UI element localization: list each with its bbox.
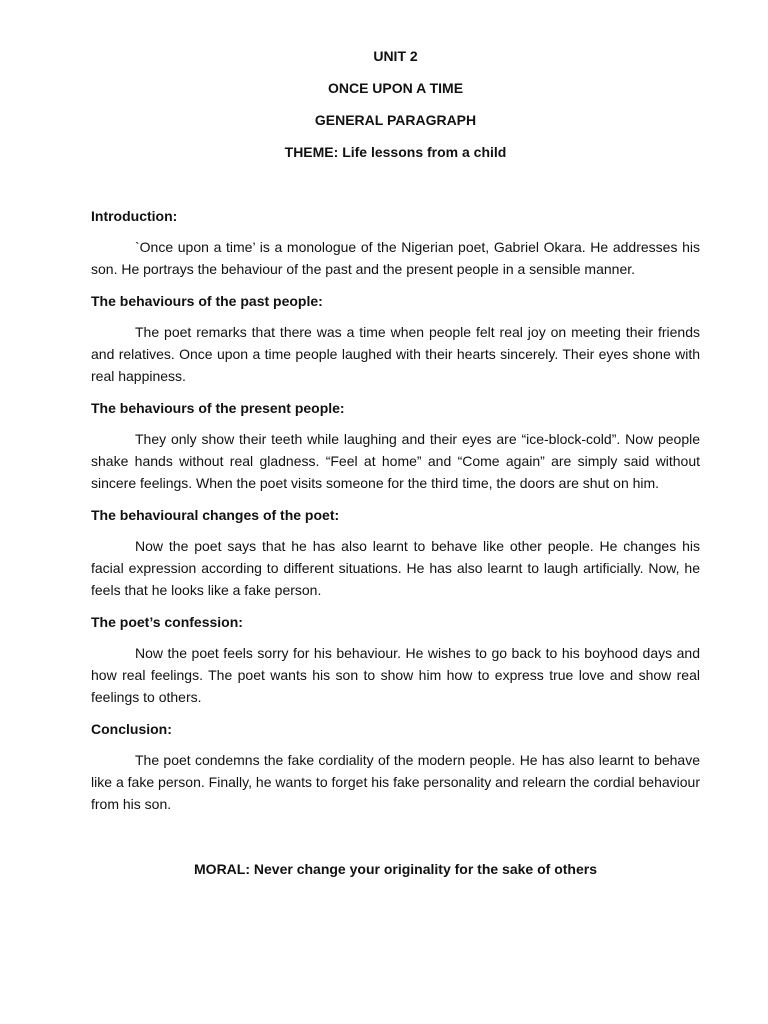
section-heading: Conclusion:	[91, 721, 172, 737]
section-paragraph: `Once upon a time’ is a monologue of the Nigerian poet, Gabriel Okara. He addresses his son. He portrays the behaviour of the past and the present people in a sensible manner.	[91, 239, 700, 277]
document-title: ONCE UPON A TIME	[327, 80, 464, 96]
section-poet-confession	[91, 612, 700, 708]
section-poet-changes	[91, 505, 700, 601]
section-paragraph: Now the poet feels sorry for his behaviour. He wishes to go back to his boyhood days and how real feelings. The poet wants his son to show him how to express true love and show real feelings to others.	[91, 645, 700, 705]
section-paragraph: They only show their teeth while laughing and their eyes are “ice-block-cold”. Now people shake hands without real gladness. “Feel at home” and “Come again” are simply said without sincere feelings. When the poet visits someone for the third time, the doors are shut on him.	[91, 431, 700, 491]
unit-label: UNIT 2	[373, 48, 418, 64]
section-past-people	[91, 291, 700, 387]
theme-line: THEME: Life lessons from a child	[284, 144, 507, 160]
section-heading: Introduction:	[91, 208, 178, 224]
moral-line: MORAL: Never change your originality for the sake of others	[194, 861, 597, 877]
section-paragraph: The poet remarks that there was a time when people felt real joy on meeting their friends and relatives. Once upon a time people laughed with their hearts sincerely. Their eyes shone with real happiness.	[91, 324, 700, 384]
section-heading: The behaviours of the present people:	[91, 400, 345, 416]
document-page	[91, 46, 700, 879]
section-paragraph: Now the poet says that he has also learnt to behave like other people. He changes his facial expression according to different situations. He has also learnt to laugh artificially. Now, he feels that he looks like a fake person.	[91, 538, 700, 598]
section-paragraph: The poet condemns the fake cordiality of the modern people. He has also learnt to behave like a fake person. Finally, he wants to forget his fake personality and relearn the cordial behaviour from his son.	[91, 752, 700, 812]
section-introduction	[91, 206, 700, 280]
section-heading: The behaviours of the past people:	[91, 293, 323, 309]
section-heading: The behavioural changes of the poet:	[91, 507, 340, 523]
section-present-people	[91, 398, 700, 494]
document-subtitle: GENERAL PARAGRAPH	[314, 112, 477, 128]
section-conclusion	[91, 719, 700, 815]
section-heading: The poet’s confession:	[91, 614, 243, 630]
